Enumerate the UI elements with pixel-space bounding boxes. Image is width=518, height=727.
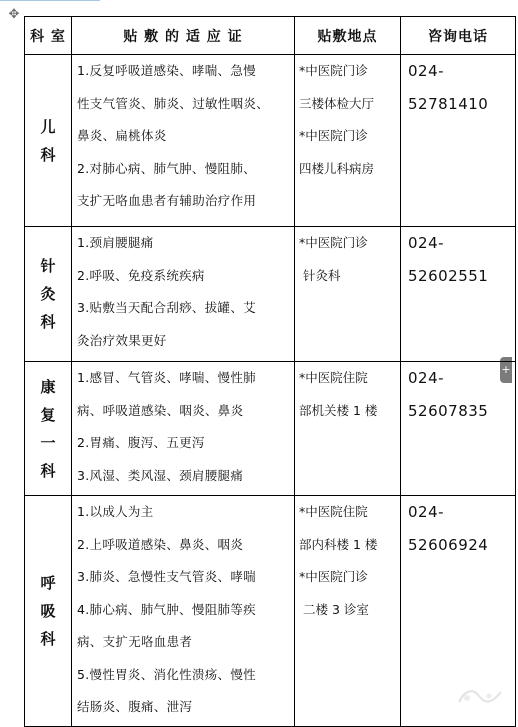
dept-char: 康	[40, 377, 56, 396]
dept-char: 科	[40, 630, 56, 648]
location-line: 针灸科	[299, 267, 341, 283]
phone-number: 52781410	[408, 94, 489, 113]
phone-cell	[401, 55, 516, 227]
indication-line: 1.感冒、气管炎、哮喘、慢性肺	[77, 370, 256, 385]
indication-line: 3.肺炎、急慢性支气管炎、哮喘	[77, 569, 256, 584]
location-cell	[295, 496, 401, 727]
indication-line: 结肠炎、腹痛、泄泻	[77, 699, 193, 714]
location-line: 二楼 3 诊室	[299, 601, 369, 617]
indication-line: 病、呼吸道感染、咽炎、鼻炎	[77, 402, 244, 418]
table-row	[25, 362, 516, 496]
location-line: *中医院门诊	[299, 63, 368, 78]
location-line: *中医院门诊	[299, 569, 368, 584]
dept-char: 复	[40, 405, 56, 424]
plus-icon: +	[501, 363, 511, 376]
dept-cell	[25, 55, 72, 227]
location-line: *中医院住院	[299, 370, 368, 385]
table-row	[25, 227, 516, 362]
header-phone: 咨询电话	[401, 17, 516, 55]
indication-line: 鼻炎、扁桃体炎	[77, 128, 167, 143]
indications-cell	[72, 55, 295, 227]
header-indications: 贴 敷 的 适 应 证	[72, 17, 295, 55]
dept-char: 灸	[40, 285, 56, 303]
dept-char: 吸	[40, 602, 56, 620]
watermark-logo-icon	[455, 684, 505, 708]
location-cell	[295, 227, 401, 362]
dept-char: 针	[40, 257, 56, 275]
dept-char: 科	[40, 145, 56, 164]
phone-prefix: 024-	[408, 62, 445, 80]
location-cell	[295, 362, 401, 496]
dept-char: 科	[40, 313, 56, 331]
header-location: 贴敷地点	[295, 17, 401, 55]
indication-line: 2.上呼吸道感染、鼻炎、咽炎	[77, 536, 244, 552]
indication-line: 5.慢性胃炎、消化性溃疡、慢性	[77, 666, 256, 682]
phone-cell	[401, 227, 516, 362]
indication-line: 性支气管炎、肺炎、过敏性咽炎、	[77, 95, 270, 111]
indication-line: 3.贴敷当天配合刮痧、拔罐、艾	[77, 300, 256, 315]
location-line: *中医院住院	[299, 504, 368, 519]
phone-number: 52607835	[408, 401, 489, 420]
table-row	[25, 55, 516, 227]
dept-cell	[25, 227, 72, 362]
indications-cell	[72, 496, 295, 727]
location-line: 部机关楼 1 楼	[299, 402, 378, 418]
dept-char: 呼	[40, 574, 56, 592]
location-line: *中医院门诊	[299, 235, 368, 250]
location-line: 四楼儿科病房	[299, 160, 375, 176]
indication-line: 灸治疗效果更好	[77, 332, 167, 348]
phone-prefix: 024-	[408, 503, 445, 521]
indication-line: 2.呼吸、免疫系统疾病	[77, 267, 205, 283]
indication-line: 2.对肺心病、肺气肿、慢阻肺、	[77, 160, 256, 176]
dept-char: 一	[40, 433, 56, 452]
header-row	[25, 17, 516, 55]
phone-cell	[401, 362, 516, 496]
phone-number: 52602551	[408, 266, 489, 285]
dept-char: 儿	[40, 117, 56, 136]
indication-line: 4.肺心病、肺气肿、慢阻肺等疾	[77, 601, 256, 617]
indication-line: 支扩无咯血患者有辅助治疗作用	[77, 193, 257, 208]
move-handle-icon[interactable]: ✥	[8, 7, 20, 22]
indications-cell	[72, 227, 295, 362]
phone-prefix: 024-	[408, 234, 445, 252]
indication-line: 病、支扩无咯血患者	[77, 634, 193, 649]
top-border-line	[0, 0, 100, 1]
location-line: 三楼体检大厅	[299, 95, 375, 111]
location-line: 部内科楼 1 楼	[299, 536, 378, 552]
phone-number: 52606924	[408, 535, 489, 554]
dept-cell	[25, 362, 72, 496]
phone-prefix: 024-	[408, 369, 445, 387]
dept-char: 科	[40, 461, 56, 480]
indication-line: 3.风湿、类风湿、颈肩腰腿痛	[77, 467, 244, 483]
indication-line: 2.胃痛、腹泻、五更泻	[77, 435, 205, 450]
location-cell	[295, 55, 401, 227]
indication-line: 1.反复呼吸道感染、哮喘、急慢	[77, 63, 256, 78]
location-line: *中医院门诊	[299, 128, 368, 143]
indication-line: 1.颈肩腰腿痛	[77, 235, 154, 250]
table-row	[25, 496, 516, 727]
header-dept: 科 室	[25, 17, 72, 55]
indication-line: 1.以成人为主	[77, 504, 154, 519]
dept-cell	[25, 496, 72, 727]
application-table	[24, 16, 516, 727]
indications-cell	[72, 362, 295, 496]
